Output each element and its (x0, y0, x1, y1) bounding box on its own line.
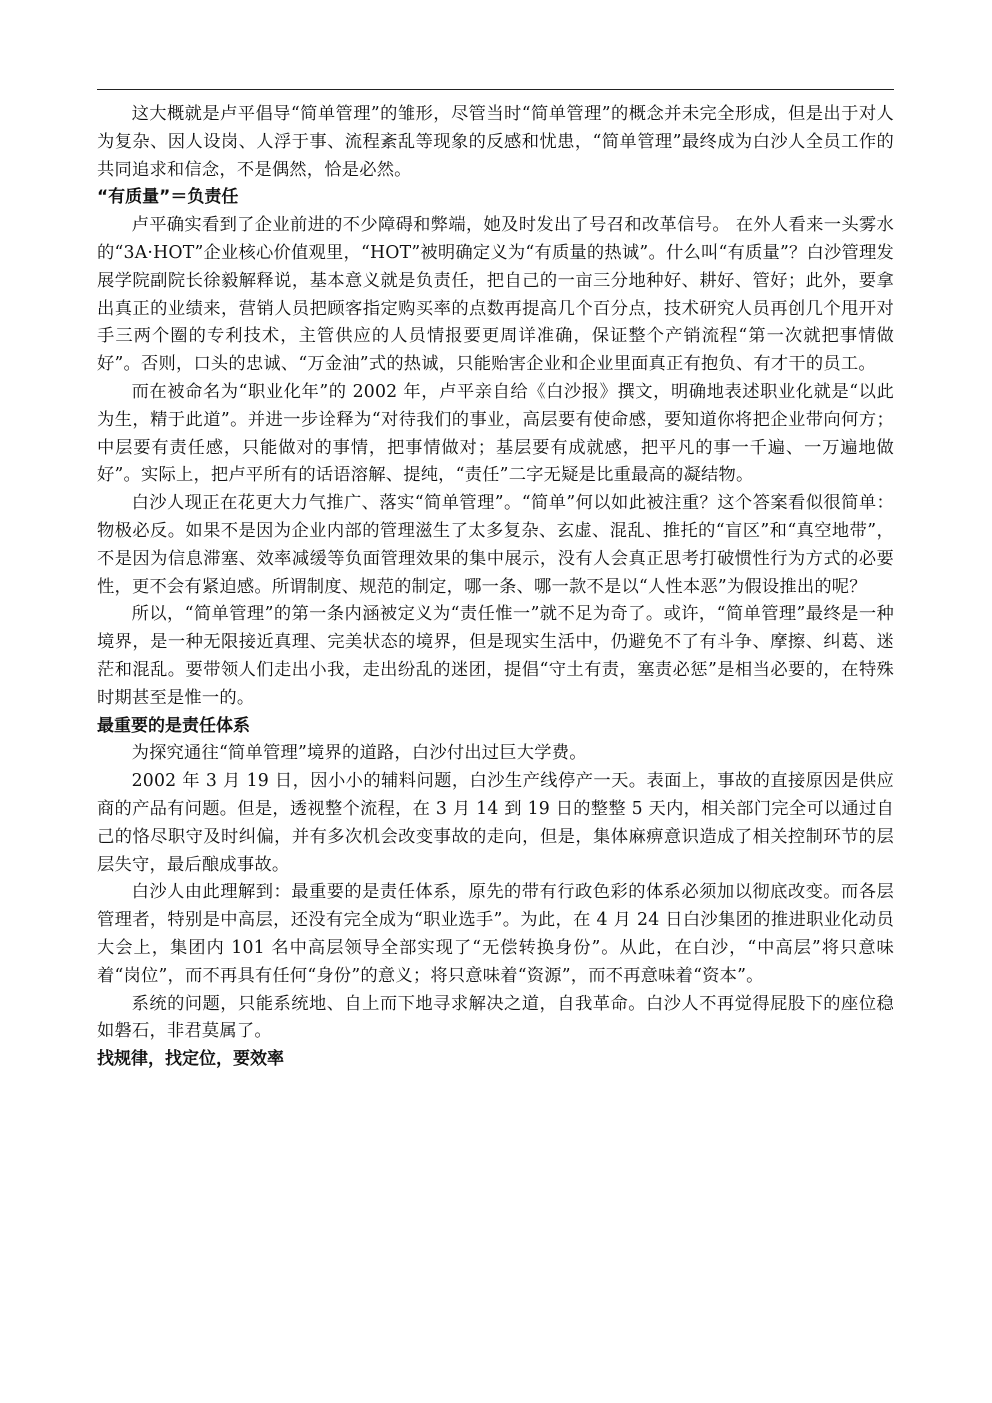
paragraph: 而在被命名为“职业化年”的 2002 年，卢平亲自给《白沙报》撰文，明确地表述职业化就是“以此为生，精于此道”。并进一步诠释为“对待我们的事业，高层要有使命感，要知道你将把企业带向何方；中层要有责任感，只能做对的事情，把事情做对；基层要有成就感，把平凡的事一千遍、一万遍地做好”。实际上，把卢平所有的话语溶解、提纯，“责任”二字无疑是比重最高的凝结物。 (97, 381, 894, 486)
paragraph: 白沙人现正在花更大力气推广、落实“简单管理”。“简单”何以如此被注重？这个答案看似很简单：物极必反。如果不是因为企业内部的管理滋生了太多复杂、玄虚、混乱、推托的“盲区”和“真空地带”，不是因为信息滞塞、效率减缓等负面管理效果的集中展示，没有人会真正思考打破惯性行为方式的必要性，更不会有紧迫感。所谓制度、规范的制定，哪一条、哪一款不是以“人性本恶”为假设推出的呢？ (97, 493, 894, 597)
paragraph: 系统的问题，只能系统地、自上而下地寻求解决之道，自我革命。白沙人不再觉得屁股下的座位稳如磐石，非君莫属了。 (97, 993, 894, 1042)
paragraph: 2002 年 3 月 19 日，因小小的辅料问题，白沙生产线停产一天。表面上，事故的直接原因是供应商的产品有问题。但是，透视整个流程，在 3 月 14 到 19 日的整整 5 天内，相关部门完全可以通过自己的恪尽职守及时纠偏，并有多次机会改变事故的走向，但是，集体麻痹意识造成了相关控制环节的层层失守，最后酿成事故。 (97, 771, 894, 875)
section-heading: “有质量”＝负责任 (97, 187, 239, 208)
paragraph: 白沙人由此理解到：最重要的是责任体系，原先的带有行政色彩的体系必须加以彻底改变。而各层管理者，特别是中高层，还没有完全成为“职业选手”。为此，在 4 月 24 日白沙集团的推进职业化动员大会上，集团内 101 名中高层领导全部实现了“无偿转换身份”。从此，在白沙，“中高层”将只意味着“岗位”，而不再具有任何“身份”的意义；将只意味着“资源”，而不再意味着“资本”。 (97, 882, 894, 986)
paragraph: 为探究通往“简单管理”境界的道路，白沙付出过巨大学费。 (131, 743, 587, 764)
header-rule (97, 89, 894, 90)
paragraph: 卢平确实看到了企业前进的不少障碍和弊端，她及时发出了号召和改革信号。 在外人看来一头雾水的“3A·HOT”企业核心价值观里，“HOT”被明确定义为“有质量的热诚”。什么叫“有质量”？白沙管理发展学院副院长徐毅解释说，基本意义就是负责任，把自己的一亩三分地种好、耕好、管好；此外，要拿出真正的业绩来，营销人员把顾客指定购买率的点数再提高几个百分点，技术研究人员再创几个甩开对手三两个圈的专利技术，主管供应的人员情报要更周详准确，保证整个产销流程“第一次就把事情做好”。否则，口头的忠诚、“万金油”式的热诚，只能贻害企业和企业里面真正有抱负、有才干的员工。 (97, 215, 894, 375)
section-heading: 最重要的是责任体系 (97, 715, 250, 736)
section-heading: 找规律，找定位，要效率 (97, 1049, 284, 1070)
article-body (97, 101, 894, 1074)
paragraph: 这大概就是卢平倡导“简单管理”的雏形，尽管当时“简单管理”的概念并未完全形成，但是出于对人为复杂、因人设岗、人浮于事、流程紊乱等现象的反感和忧患，“简单管理”最终成为白沙人全员工作的共同追求和信念，不是偶然，恰是必然。 (97, 104, 894, 180)
paragraph: 所以，“简单管理”的第一条内涵被定义为“责任惟一”就不足为奇了。或许，“简单管理”最终是一种境界，是一种无限接近真理、完美状态的境界，但是现实生活中，仍避免不了有斗争、摩擦、纠葛、迷茫和混乱。要带领人们走出小我，走出纷乱的迷团，提倡“守土有责，塞责必惩”是相当必要的，在特殊时期甚至是惟一的。 (97, 604, 894, 708)
